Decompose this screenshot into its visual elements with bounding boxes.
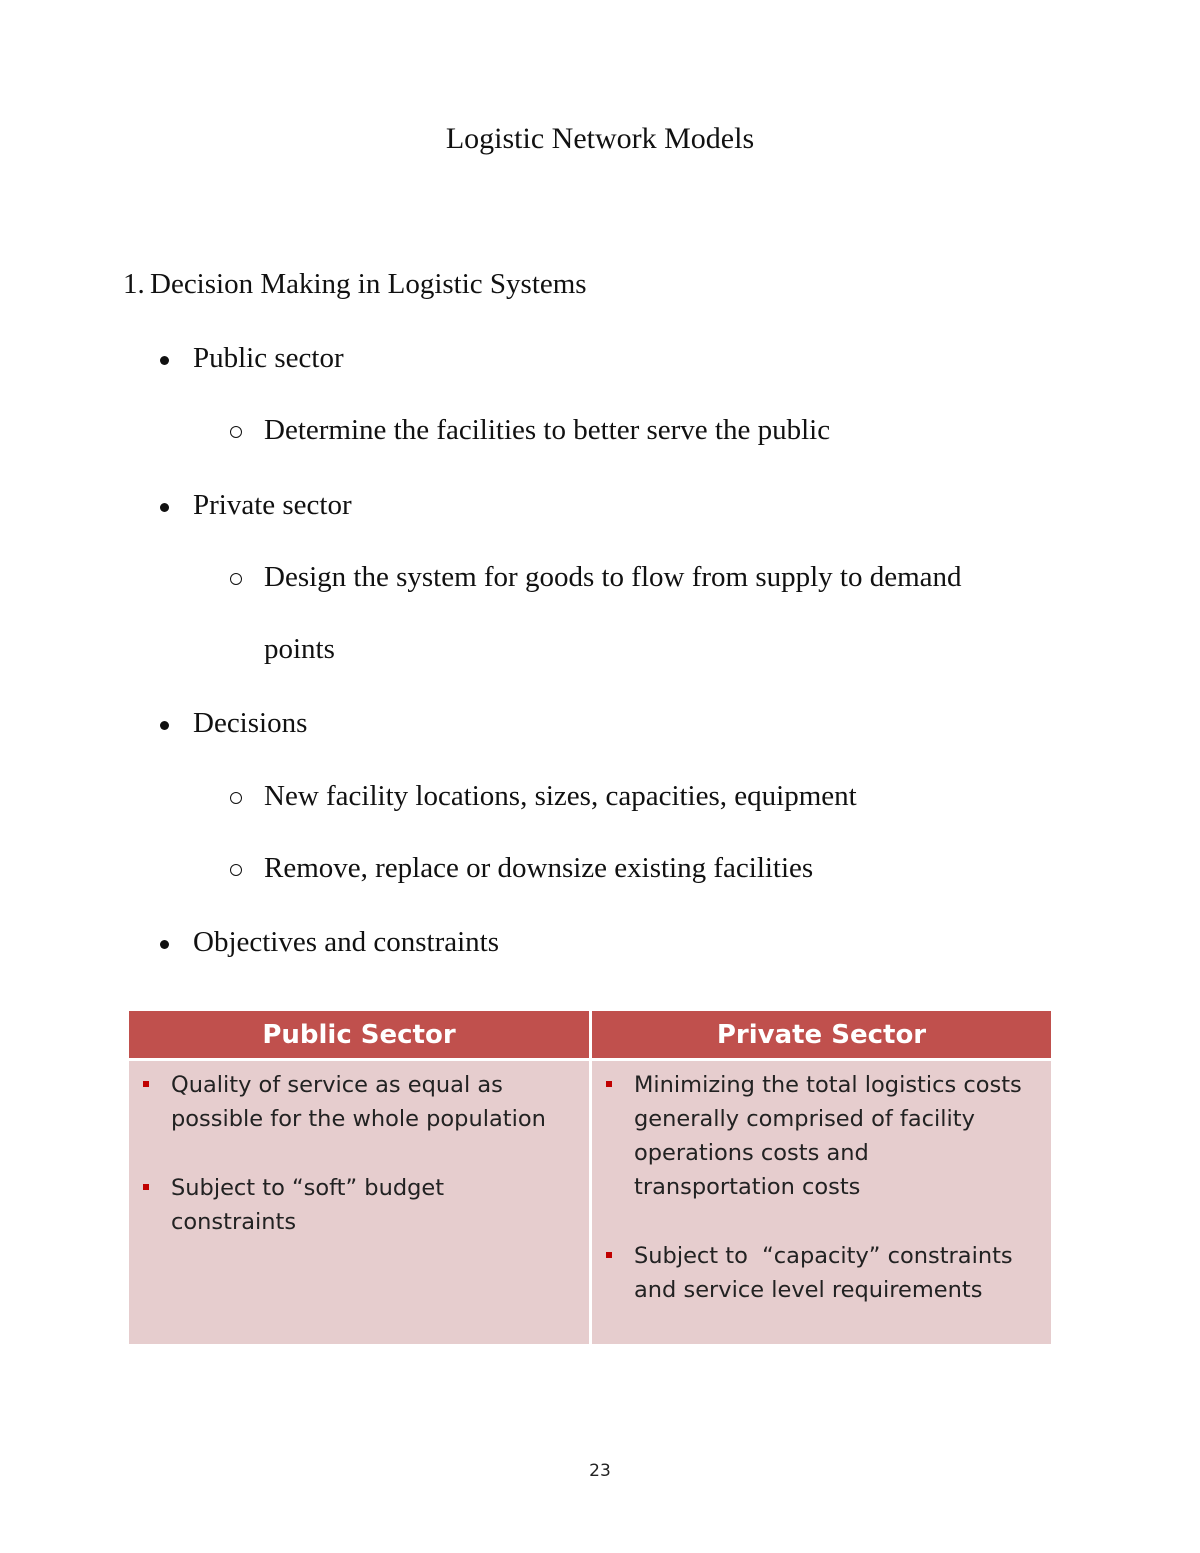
bullet-dot-icon: [160, 503, 169, 512]
list-item: Subject to “soft” budget constraints: [171, 1171, 444, 1239]
sub-bullet-text: Design the system for goods to flow from supply to demand: [264, 561, 962, 593]
table-header-private: Private Sector: [592, 1011, 1051, 1058]
bullet-label: Public sector: [193, 342, 344, 374]
bullet-label: Private sector: [193, 489, 352, 521]
bullet-label: Objectives and constraints: [193, 926, 500, 958]
list-item: Quality of service as equal as possible for the whole population: [171, 1068, 546, 1136]
sub-bullet-text: Determine the facilities to better serve the public: [264, 414, 831, 446]
sub-bullet-text: points: [264, 633, 335, 665]
square-bullet-icon: [143, 1081, 149, 1087]
list-item: Subject to “capacity” constraints and service level requirements: [634, 1239, 1013, 1307]
sub-bullet-text: New facility locations, sizes, capacities, equipment: [264, 780, 857, 812]
list-item: Minimizing the total logistics costs generally comprised of facility operations costs and transportation costs: [634, 1068, 1022, 1204]
page-title: Logistic Network Models: [445, 122, 755, 155]
square-bullet-icon: [143, 1184, 149, 1190]
square-bullet-icon: [606, 1081, 612, 1087]
table-cell-private: [592, 1061, 1051, 1344]
hollow-circle-icon: [230, 426, 242, 438]
page-number: 23: [589, 1461, 611, 1481]
bullet-dot-icon: [160, 940, 169, 949]
bullet-dot-icon: [160, 356, 169, 365]
comparison-table: [129, 1011, 1051, 1344]
square-bullet-icon: [606, 1252, 612, 1258]
hollow-circle-icon: [230, 792, 242, 804]
hollow-circle-icon: [230, 573, 242, 585]
hollow-circle-icon: [230, 864, 242, 876]
table-cell-public: [129, 1061, 589, 1344]
sub-bullet-text: Remove, replace or downsize existing facilities: [264, 852, 814, 884]
section-number: 1.: [123, 268, 145, 300]
section-heading: [123, 268, 587, 301]
table-header-public: Public Sector: [129, 1011, 589, 1058]
bullet-label: Decisions: [193, 707, 308, 739]
section-heading-text: Decision Making in Logistic Systems: [150, 268, 587, 300]
bullet-dot-icon: [160, 721, 169, 730]
